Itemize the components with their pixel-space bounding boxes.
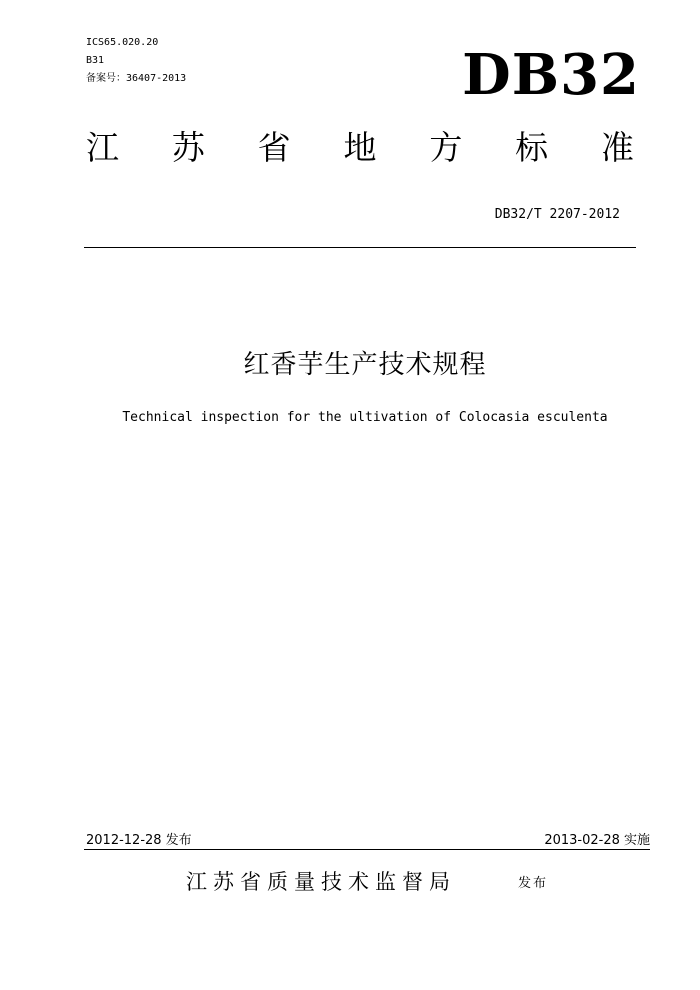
document-title-english: Technical inspection for the ultivation of Colocasia esculenta [122,410,608,425]
standard-logo: DB32 [462,42,640,108]
authority-char: 苏 [171,128,205,167]
publish-label: 发布 [518,876,549,891]
issue-date: 2012-12-28 发布 [86,833,192,848]
publisher-name: 江苏省质量技术监督局 [186,870,456,894]
authority-title [86,126,634,170]
authority-char: 准 [600,128,634,167]
ccs-code: B31 [86,55,105,66]
document-title-chinese: 红香芋生产技术规程 [243,350,487,380]
authority-char: 地 [343,128,377,167]
implementation-date: 2013-02-28 实施 [544,833,650,848]
standard-number: DB32/T 2207-2012 [494,207,620,222]
top-divider [84,247,636,248]
authority-char: 江 [86,128,119,167]
authority-char: 方 [429,128,463,167]
ics-code: ICS65.020.20 [86,37,159,48]
bottom-divider [84,849,650,850]
authority-char: 标 [515,128,549,167]
record-number: 备案号：36407-2013 [86,73,187,84]
authority-char: 省 [257,128,291,167]
